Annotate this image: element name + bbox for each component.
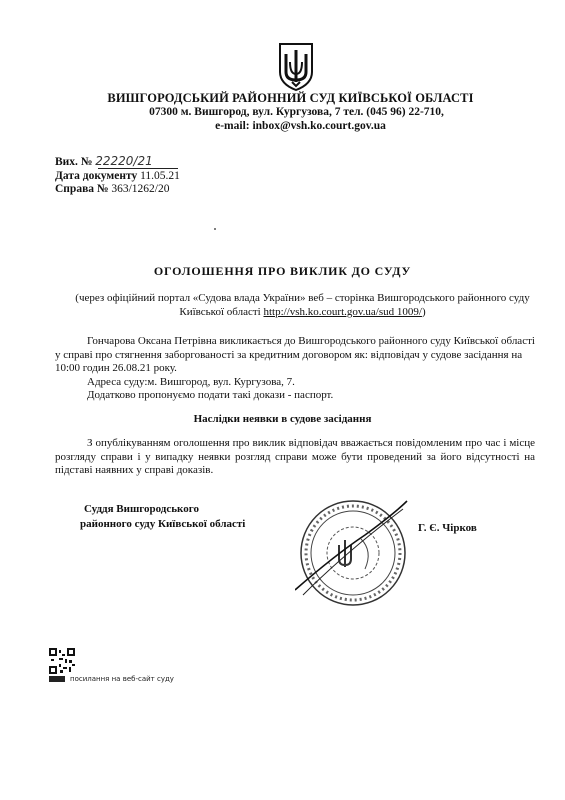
qr-code-icon[interactable]	[49, 648, 75, 674]
case-number-row	[55, 183, 169, 195]
court-seal-stamp	[295, 495, 410, 610]
court-website-link[interactable]: http://vsh.ko.court.gov.ua/sud 1009/	[263, 306, 422, 318]
consequences-heading: Наслідки неявки в судове засідання	[193, 413, 372, 425]
outgoing-number-row	[55, 154, 153, 168]
summons-paragraph: Гончарова Оксана Петрівна викликається до Вишгородського районного суду Київської області у справі про стягнення заборгованості за кредитним договором як: відповідач у судове засідання на 10:00 годин 26.08.21 року.	[55, 335, 535, 374]
publication-source	[55, 291, 550, 319]
notice-title: ОГОЛОШЕННЯ ПРО ВИКЛИК ДО СУДУ	[153, 264, 412, 278]
evidence-paragraph: Додатково пропонуємо подати такі докази - паспорт.	[87, 389, 334, 401]
scan-speck	[214, 228, 216, 230]
document-date-value: 11.05.21	[140, 170, 180, 182]
judge-title-line-1: Суддя Вишгородського	[84, 503, 199, 515]
court-email: e-mail: inbox@vsh.ko.court.gov.ua	[215, 120, 386, 132]
qr-caption: посилання на веб-сайт суду	[70, 675, 174, 683]
qr-underline-mark	[49, 676, 65, 682]
case-value: 363/1262/20	[111, 183, 170, 195]
case-label: Справа №	[55, 183, 109, 195]
outgoing-label: Вих. №	[55, 156, 93, 168]
court-address: 07300 м. Вишгород, вул. Кургузова, 7 тел. (045 96) 22-710,	[149, 106, 444, 118]
court-name: ВИШГОРОДСЬКИЙ РАЙОННИЙ СУД КИЇВСЬКОЇ ОБЛАСТІ	[107, 91, 474, 105]
coat-of-arms-icon	[276, 42, 316, 92]
document-date-label: Дата документу	[55, 170, 138, 182]
consequences-paragraph: З опублікуванням оголошення про виклик відповідач вважається повідомленим про час і місце розгляду справи і у випадку неявки розгляд справи може бути проведений за його відсутності на підставі наявних у справі доказів.	[55, 437, 535, 476]
document-date-row	[55, 170, 180, 182]
court-address-paragraph: Адреса суду:м. Вишгород, вул. Кургузова, 7.	[87, 376, 295, 388]
judge-title-line-2: районного суду Київської області	[80, 518, 246, 530]
outgoing-number: 22220/21	[95, 154, 153, 168]
judge-name: Г. Є. Чірков	[418, 522, 477, 534]
publication-source-text: (через офіційний портал «Судова влада України» веб – сторінка Вишгородського районного суду Київської області	[75, 292, 530, 318]
publication-source-close: )	[421, 306, 426, 318]
outgoing-number-underline	[98, 168, 178, 169]
